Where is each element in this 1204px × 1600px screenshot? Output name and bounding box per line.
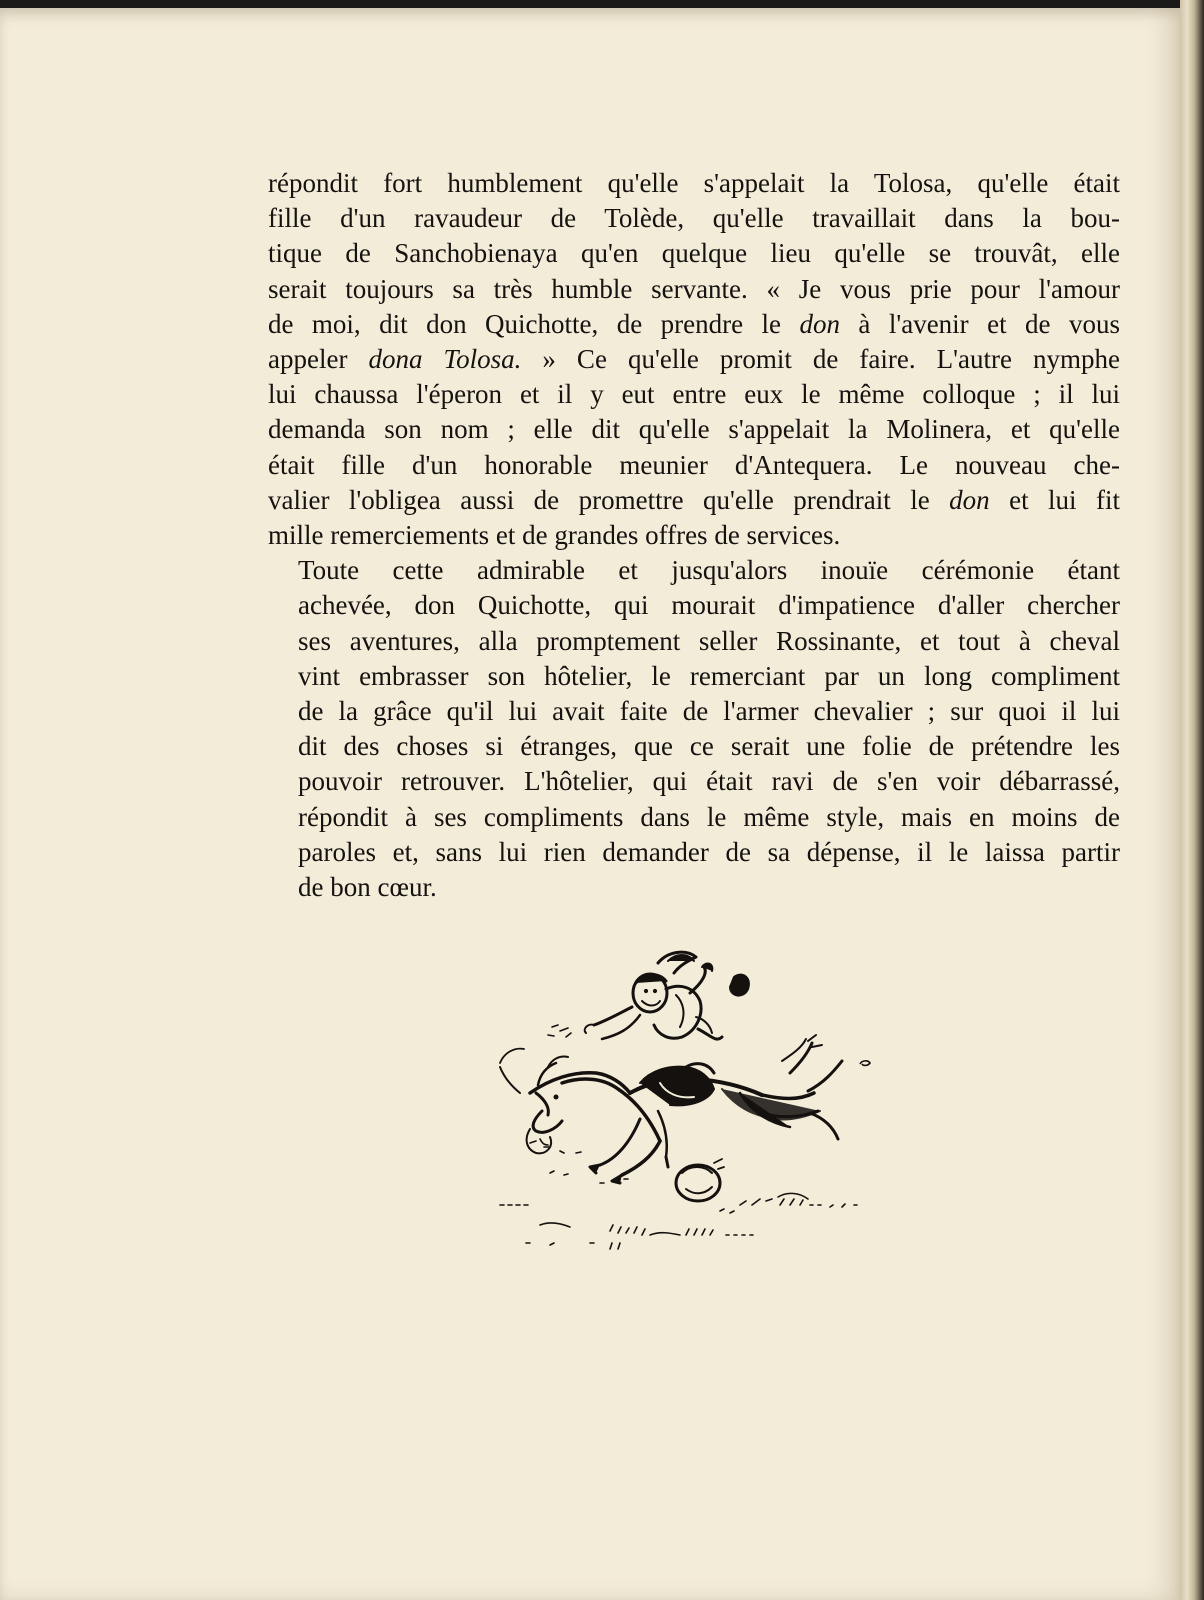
text-run: pouvoir retrouver. L'hôtelier, qui était ravi de s'en voir débarrassé, <box>298 766 1120 797</box>
ground-scribbles <box>500 1141 857 1249</box>
text-run: répondit fort humblement qu'elle s'appelait la Tolosa, qu'elle était <box>268 168 1120 198</box>
text-run: à l'avenir et de vous <box>839 308 1120 339</box>
text-line <box>268 377 1120 412</box>
text-line <box>268 835 1120 870</box>
paragraph-1 <box>268 166 1120 553</box>
bucking-horse <box>500 1035 842 1183</box>
text-run: dit des choses si étranges, que ce serait une folie de prétendre les <box>298 731 1120 762</box>
body-text <box>268 166 1120 905</box>
illustration-rider-thrown-from-horse <box>490 943 870 1253</box>
text-line <box>268 518 1120 553</box>
text-line <box>268 448 1120 483</box>
text-run: répondit à ses compliments dans le même style, mais en moins de <box>298 801 1120 832</box>
text-run: » Ce qu'elle promit de faire. L'autre nymphe <box>521 344 1121 375</box>
text-run: vint embrasser son hôtelier, le remerciant par un long compliment <box>298 660 1120 691</box>
text-run: Toute cette admirable et jusqu'alors inouïe cérémonie étant <box>298 555 1120 586</box>
text-line <box>268 166 1120 201</box>
text-line <box>268 553 1120 588</box>
fallen-hat <box>676 1159 724 1201</box>
text-line <box>268 307 1120 342</box>
text-run: de la grâce qu'il lui avait faite de l'armer chevalier ; sur quoi il lui <box>298 696 1120 727</box>
text-line <box>268 694 1120 729</box>
italic-word: don <box>799 308 840 339</box>
text-line <box>268 483 1120 518</box>
text-run: tique de Sanchobienaya qu'en quelque lieu qu'elle se trouvât, elle <box>268 238 1120 269</box>
text-run: de moi, dit don Quichotte, de prendre le <box>268 308 800 339</box>
text-line <box>268 870 1120 905</box>
text-run: valier l'obligea aussi de promettre qu'elle prendrait le <box>268 484 950 515</box>
text-run: et lui fit <box>989 484 1121 515</box>
text-run: de bon cœur. <box>298 872 437 903</box>
page-edge-shadow <box>1180 0 1204 1600</box>
text-line <box>268 624 1120 659</box>
text-line <box>268 764 1120 799</box>
text-run: était fille d'un honorable meunier d'Antequera. Le nouveau che- <box>268 449 1120 480</box>
text-run: paroles et, sans lui rien demander de sa dépense, il le laissa partir <box>298 836 1120 867</box>
text-line <box>268 800 1120 835</box>
text-run: achevée, don Quichotte, qui mourait d'impatience d'aller chercher <box>298 590 1120 621</box>
ink-speck <box>858 1058 872 1068</box>
italic-word: dona Tolosa. <box>368 344 522 375</box>
text-line <box>268 412 1120 447</box>
italic-word: don <box>949 484 990 515</box>
text-run: demanda son nom ; elle dit qu'elle s'appelait la Molinera, et qu'elle <box>268 414 1120 445</box>
text-run: ses aventures, alla promptement seller Rossinante, et tout à cheval <box>298 625 1120 656</box>
text-line <box>268 201 1120 236</box>
text-line <box>268 588 1120 623</box>
text-run: mille remerciements et de grandes offres de services. <box>268 520 841 551</box>
text-run: lui chaussa l'éperon et il y eut entre eux le même colloque ; il lui <box>268 379 1120 410</box>
book-page <box>0 8 1180 1600</box>
thrown-rider <box>548 952 749 1039</box>
text-run: appeler <box>268 344 369 375</box>
text-line <box>268 272 1120 307</box>
text-line <box>268 729 1120 764</box>
text-run: fille d'un ravaudeur de Tolède, qu'elle travaillait dans la bou- <box>268 203 1120 234</box>
paragraph-2 <box>268 553 1120 905</box>
text-line <box>268 236 1120 271</box>
text-line <box>268 659 1120 694</box>
text-run: serait toujours sa très humble servante. « Je vous prie pour l'amour <box>268 273 1120 304</box>
text-line <box>268 342 1120 377</box>
